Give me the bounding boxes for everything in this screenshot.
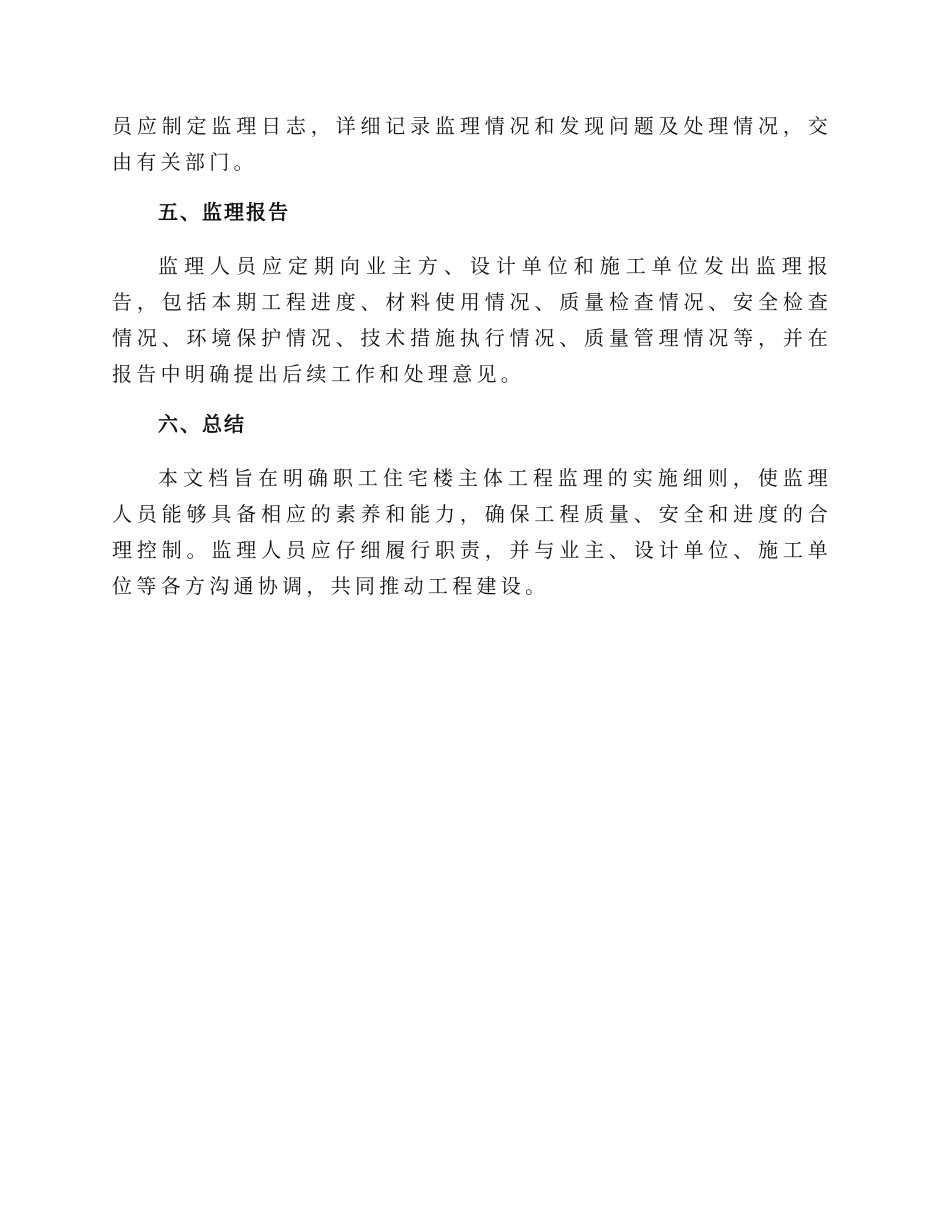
document-body <box>112 108 832 604</box>
section-heading-supervision-report: 五、监理报告 <box>158 200 290 224</box>
paragraph-summary: 本文档旨在明确职工住宅楼主体工程监理的实施细则，使监理人员能够具备相应的素养和能力，确保工程质量、安全和进度的合理控制。监理人员应仔细履行职责，并与业主、设计单位、施工单位等各方沟通协调，共同推动工程建设。 <box>112 466 832 598</box>
paragraph-supervision-report: 监理人员应定期向业主方、设计单位和施工单位发出监理报告，包括本期工程进度、材料使用情况、质量检查情况、安全检查情况、环境保护情况、技术措施执行情况、质量管理情况等，并在报告中明确提出后续工作和处理意见。 <box>112 254 832 386</box>
paragraph-supervision-log: 员应制定监理日志，详细记录监理情况和发现问题及处理情况，交由有关部门。 <box>112 114 832 174</box>
section-heading-summary: 六、总结 <box>158 412 246 436</box>
